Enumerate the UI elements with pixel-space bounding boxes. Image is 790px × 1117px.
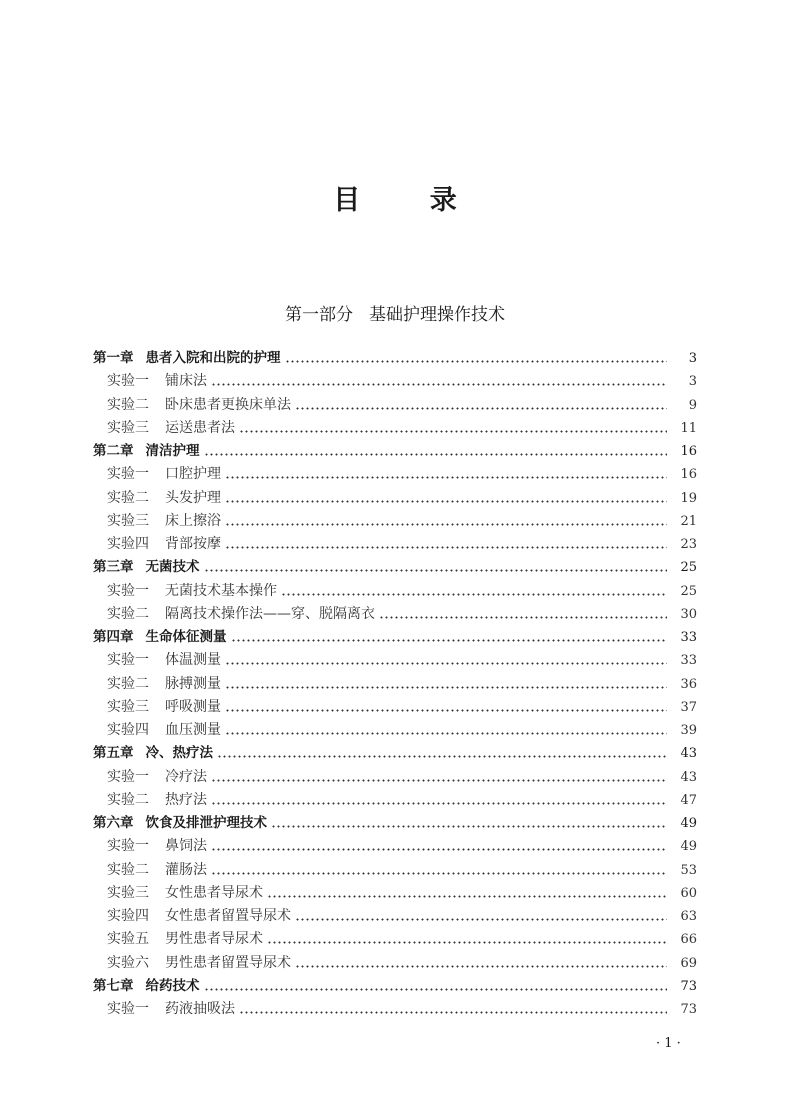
entry-page-number: 49 bbox=[680, 816, 697, 831]
toc-title: 目 录 bbox=[333, 185, 487, 216]
dot-leader bbox=[211, 383, 667, 386]
dot-leader bbox=[295, 965, 667, 968]
toc-experiment-entry[interactable] bbox=[93, 673, 697, 696]
entry-number: 第一章 bbox=[93, 350, 134, 366]
entry-page-number: 25 bbox=[680, 560, 697, 576]
dot-leader bbox=[204, 569, 668, 572]
entry-number: 实验二 bbox=[107, 791, 149, 808]
entry-title: 运送患者法 bbox=[165, 419, 235, 436]
entry-page-number: 33 bbox=[680, 653, 697, 669]
entry-number: 实验三 bbox=[107, 419, 149, 436]
toc-experiment-entry[interactable] bbox=[93, 649, 697, 672]
toc-experiment-entry[interactable] bbox=[93, 905, 697, 928]
entry-title: 饮食及排泄护理技术 bbox=[145, 815, 267, 831]
entry-title: 男性患者导尿术 bbox=[165, 931, 263, 948]
dot-leader bbox=[225, 686, 667, 689]
entry-title: 隔离技术操作法——穿、脱隔离衣 bbox=[165, 605, 375, 622]
entry-number: 实验三 bbox=[107, 698, 149, 715]
entry-number: 实验二 bbox=[107, 489, 149, 506]
toc-experiment-entry[interactable] bbox=[93, 928, 697, 951]
entry-page-number: 73 bbox=[680, 978, 697, 994]
entry-title: 患者入院和出院的护理 bbox=[145, 350, 281, 366]
entry-number: 实验一 bbox=[107, 768, 149, 785]
entry-title: 热疗法 bbox=[165, 791, 207, 808]
part-name: 基础护理操作技术 bbox=[369, 305, 505, 325]
entry-number: 实验四 bbox=[107, 722, 149, 738]
entry-page-number: 3 bbox=[688, 351, 697, 366]
entry-title: 铺床法 bbox=[165, 373, 207, 390]
dot-leader bbox=[271, 825, 667, 828]
entry-page-number: 39 bbox=[680, 723, 697, 738]
entry-title: 无菌技术基本操作 bbox=[165, 582, 277, 599]
part-heading bbox=[0, 300, 790, 325]
entry-title: 清洁护理 bbox=[145, 443, 200, 459]
entry-title: 体温测量 bbox=[165, 652, 221, 669]
entry-number: 第三章 bbox=[93, 559, 134, 576]
entry-page-number: 16 bbox=[680, 444, 697, 459]
dot-leader bbox=[281, 593, 667, 596]
toc-experiment-entry[interactable] bbox=[93, 394, 697, 417]
page-number: · 1 · bbox=[656, 1036, 681, 1051]
toc-experiment-entry[interactable] bbox=[93, 835, 697, 858]
entry-number: 实验三 bbox=[107, 512, 149, 529]
dot-leader bbox=[225, 662, 667, 665]
toc-chapter-entry[interactable] bbox=[93, 742, 697, 765]
entry-page-number: 53 bbox=[680, 862, 697, 878]
dot-leader bbox=[204, 453, 668, 456]
dot-leader bbox=[231, 639, 668, 642]
toc-chapter-entry[interactable] bbox=[93, 347, 697, 370]
dot-leader bbox=[225, 546, 667, 549]
toc-chapter-entry[interactable] bbox=[93, 975, 697, 998]
entry-page-number: 60 bbox=[680, 885, 697, 901]
entry-page-number: 33 bbox=[680, 630, 697, 645]
dot-leader bbox=[225, 500, 667, 503]
toc-experiment-entry[interactable] bbox=[93, 370, 697, 393]
dot-leader bbox=[211, 779, 667, 782]
entry-number: 实验二 bbox=[107, 605, 149, 622]
entry-page-number: 73 bbox=[680, 1002, 697, 1017]
dot-leader bbox=[285, 360, 668, 363]
entry-title: 背部按摩 bbox=[165, 536, 221, 552]
entry-number: 实验三 bbox=[107, 884, 149, 901]
toc-experiment-entry[interactable] bbox=[93, 463, 697, 486]
toc-experiment-entry[interactable] bbox=[93, 998, 697, 1021]
entry-page-number: 3 bbox=[688, 374, 697, 390]
toc-experiment-entry[interactable] bbox=[93, 859, 697, 882]
toc-experiment-entry[interactable] bbox=[93, 510, 697, 533]
entry-number: 实验四 bbox=[107, 908, 149, 924]
dot-leader bbox=[225, 709, 667, 712]
entry-title: 无菌技术 bbox=[145, 559, 200, 576]
dot-leader bbox=[211, 848, 667, 851]
entry-number: 第六章 bbox=[93, 815, 134, 831]
entry-number: 实验一 bbox=[107, 1001, 149, 1017]
entry-title: 卧床患者更换床单法 bbox=[165, 396, 291, 413]
toc-experiment-entry[interactable] bbox=[93, 882, 697, 905]
dot-leader bbox=[225, 476, 667, 479]
entry-title: 口腔护理 bbox=[165, 466, 221, 483]
dot-leader bbox=[217, 755, 667, 758]
entry-number: 实验一 bbox=[107, 652, 149, 669]
toc-chapter-entry[interactable] bbox=[93, 812, 697, 835]
entry-page-number: 69 bbox=[680, 955, 697, 971]
entry-title: 女性患者留置导尿术 bbox=[165, 908, 291, 924]
entry-number: 实验一 bbox=[107, 838, 149, 855]
toc-chapter-entry[interactable] bbox=[93, 556, 697, 579]
entry-title: 冷疗法 bbox=[165, 768, 207, 785]
toc-experiment-entry[interactable] bbox=[93, 719, 697, 742]
entry-number: 实验五 bbox=[107, 931, 149, 948]
entry-number: 实验二 bbox=[107, 675, 149, 692]
dot-leader bbox=[211, 872, 667, 875]
entry-title: 呼吸测量 bbox=[165, 698, 221, 715]
entry-number: 第四章 bbox=[93, 629, 134, 645]
entry-page-number: 19 bbox=[680, 490, 697, 506]
entry-title: 鼻饲法 bbox=[165, 838, 207, 855]
dot-leader bbox=[239, 430, 667, 433]
entry-page-number: 11 bbox=[680, 420, 697, 436]
entry-title: 给药技术 bbox=[145, 977, 200, 994]
dot-leader bbox=[267, 895, 667, 898]
entry-page-number: 36 bbox=[680, 676, 697, 692]
toc-experiment-entry[interactable] bbox=[93, 696, 697, 719]
entry-page-number: 43 bbox=[680, 746, 697, 762]
entry-page-number: 49 bbox=[680, 839, 697, 855]
entry-number: 实验四 bbox=[107, 536, 149, 552]
entry-title: 药液抽吸法 bbox=[165, 1001, 235, 1017]
dot-leader bbox=[211, 802, 667, 805]
dot-leader bbox=[379, 616, 667, 619]
entry-page-number: 63 bbox=[680, 909, 697, 924]
entry-page-number: 23 bbox=[680, 537, 697, 552]
toc-experiment-entry[interactable] bbox=[93, 766, 697, 789]
toc-chapter-entry[interactable] bbox=[93, 440, 697, 463]
entry-page-number: 66 bbox=[680, 932, 697, 948]
entry-page-number: 9 bbox=[688, 397, 697, 413]
entry-number: 实验一 bbox=[107, 582, 149, 599]
entry-page-number: 47 bbox=[680, 792, 697, 808]
entry-page-number: 30 bbox=[680, 606, 697, 622]
entry-page-number: 37 bbox=[680, 699, 697, 715]
entry-title: 女性患者导尿术 bbox=[165, 884, 263, 901]
table-of-contents bbox=[93, 347, 697, 1021]
toc-experiment-entry[interactable] bbox=[93, 603, 697, 626]
part-label: 第一部分 bbox=[285, 305, 353, 325]
entry-title: 生命体征测量 bbox=[145, 629, 227, 645]
dot-leader bbox=[295, 407, 667, 410]
entry-page-number: 25 bbox=[680, 583, 697, 599]
toc-experiment-entry[interactable] bbox=[93, 952, 697, 975]
entry-page-number: 21 bbox=[680, 513, 697, 529]
entry-number: 实验二 bbox=[107, 861, 149, 878]
entry-title: 男性患者留置导尿术 bbox=[165, 954, 291, 971]
dot-leader bbox=[204, 988, 668, 991]
toc-experiment-entry[interactable] bbox=[93, 487, 697, 510]
entry-title: 头发护理 bbox=[165, 489, 221, 506]
entry-number: 实验六 bbox=[107, 954, 149, 971]
entry-title: 床上擦浴 bbox=[165, 512, 221, 529]
dot-leader bbox=[225, 732, 667, 735]
toc-experiment-entry[interactable] bbox=[93, 580, 697, 603]
dot-leader bbox=[267, 941, 667, 944]
entry-page-number: 43 bbox=[680, 769, 697, 785]
entry-number: 第二章 bbox=[93, 443, 134, 459]
entry-title: 灌肠法 bbox=[165, 861, 207, 878]
dot-leader bbox=[239, 1011, 667, 1014]
entry-title: 脉搏测量 bbox=[165, 675, 221, 692]
entry-number: 实验一 bbox=[107, 466, 149, 483]
toc-experiment-entry[interactable] bbox=[93, 789, 697, 812]
dot-leader bbox=[225, 523, 667, 526]
entry-number: 第七章 bbox=[93, 977, 134, 994]
entry-number: 第五章 bbox=[93, 745, 134, 762]
toc-chapter-entry[interactable] bbox=[93, 626, 697, 649]
entry-title: 冷、热疗法 bbox=[145, 745, 213, 762]
entry-number: 实验二 bbox=[107, 396, 149, 413]
entry-title: 血压测量 bbox=[165, 722, 221, 738]
toc-experiment-entry[interactable] bbox=[93, 533, 697, 556]
entry-page-number: 16 bbox=[680, 467, 697, 483]
dot-leader bbox=[295, 918, 667, 921]
toc-experiment-entry[interactable] bbox=[93, 417, 697, 440]
entry-number: 实验一 bbox=[107, 373, 149, 390]
